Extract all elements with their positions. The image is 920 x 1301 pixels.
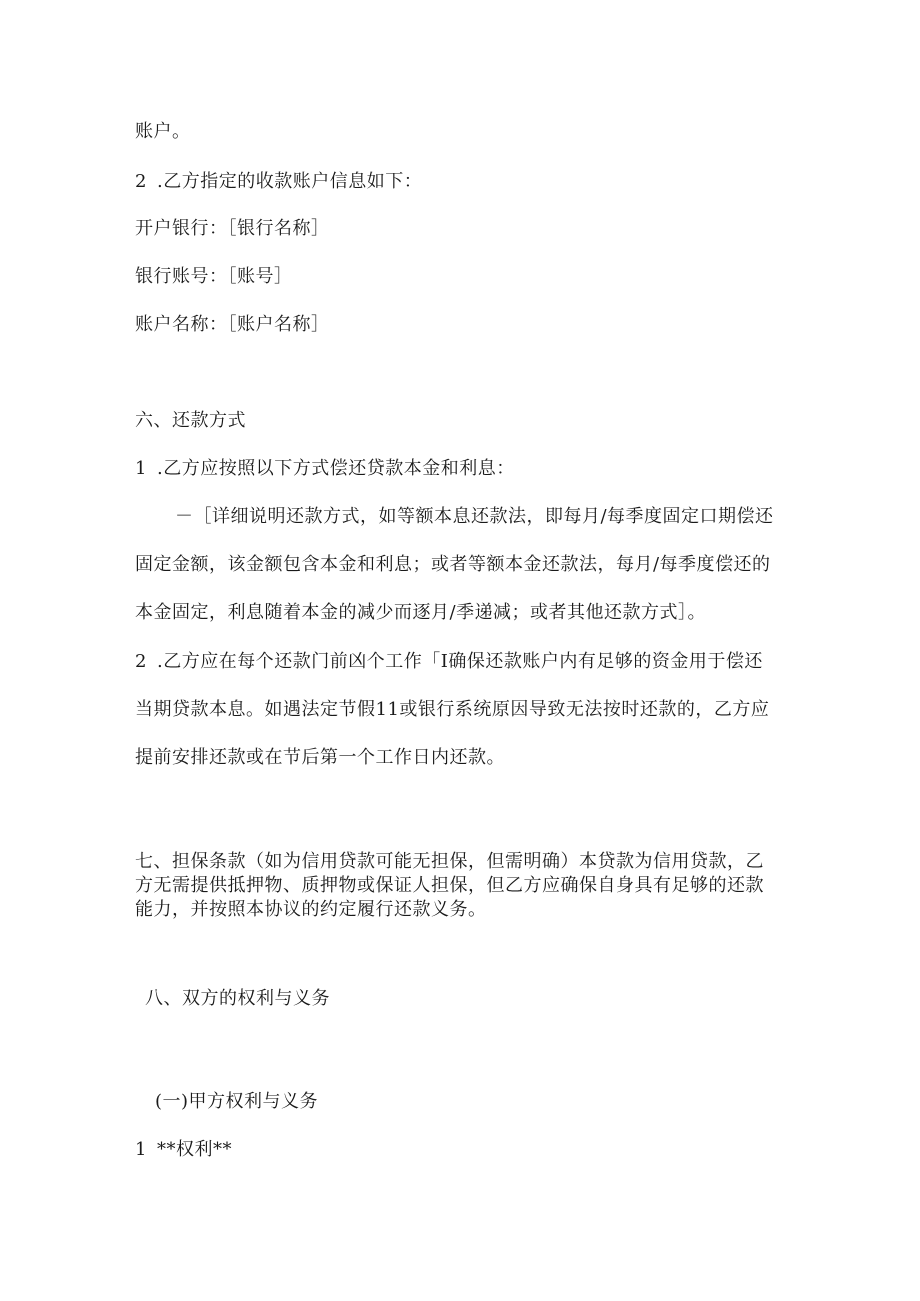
account-name-line: 账户名称：［账户名称］ bbox=[135, 314, 330, 335]
text-line: 提前安排还款或在节后第一个工作日内还款。 bbox=[135, 747, 505, 768]
numbered-item bbox=[135, 1138, 232, 1162]
item-number: 2 bbox=[135, 171, 147, 192]
item-number: 1 bbox=[135, 1139, 147, 1160]
item-text: **权利** bbox=[157, 1139, 232, 1160]
text-line: 账户。 bbox=[135, 121, 191, 142]
item-text: .乙方指定的收款账户信息如下： bbox=[157, 171, 423, 192]
account-number-line: 银行账号：［账号］ bbox=[135, 266, 293, 287]
numbered-item bbox=[135, 650, 763, 674]
text-line: 固定金额，该金额包含本金和利息；或者等额本金还款法，每月/每季度偿还的 bbox=[135, 554, 771, 575]
section-heading: 八、双方的权利与义务 bbox=[145, 988, 330, 1009]
text-line: 本金固定，利息随着本金的减少而逐月/季递减；或者其他还款方式］。 bbox=[135, 602, 707, 623]
bank-name-line: 开户银行：［银行名称］ bbox=[135, 218, 330, 239]
numbered-item bbox=[135, 457, 515, 481]
item-text: .乙方应按照以下方式偿还贷款本金和利息： bbox=[157, 458, 515, 479]
item-number: 2 bbox=[135, 651, 147, 672]
item-text: .乙方应在每个还款门前凶个工作「I确保还款账户内有足够的资金用于偿还 bbox=[157, 651, 763, 672]
section-heading: 七、担保条款（如为信用贷款可能无担保，但需明确）本贷款为信用贷款，乙 bbox=[135, 851, 764, 872]
numbered-item bbox=[135, 170, 422, 194]
text-line: 当期贷款本息。如遇法定节假11或银行系统原因导致无法按时还款的，乙方应 bbox=[135, 699, 770, 720]
item-number: 1 bbox=[135, 458, 147, 479]
subsection-heading: (一)甲方权利与义务 bbox=[155, 1091, 319, 1112]
text-line: 能力，并按照本协议的约定履行还款义务。 bbox=[135, 899, 487, 920]
section-heading: 六、还款方式 bbox=[135, 410, 246, 431]
text-line: －［详细说明还款方式，如等额本息还款法，即每月/每季度固定口期偿还 bbox=[175, 506, 774, 527]
text-line: 方无需提供抵押物、质押物或保证人担保，但乙方应确保自身具有足够的还款 bbox=[135, 875, 764, 896]
